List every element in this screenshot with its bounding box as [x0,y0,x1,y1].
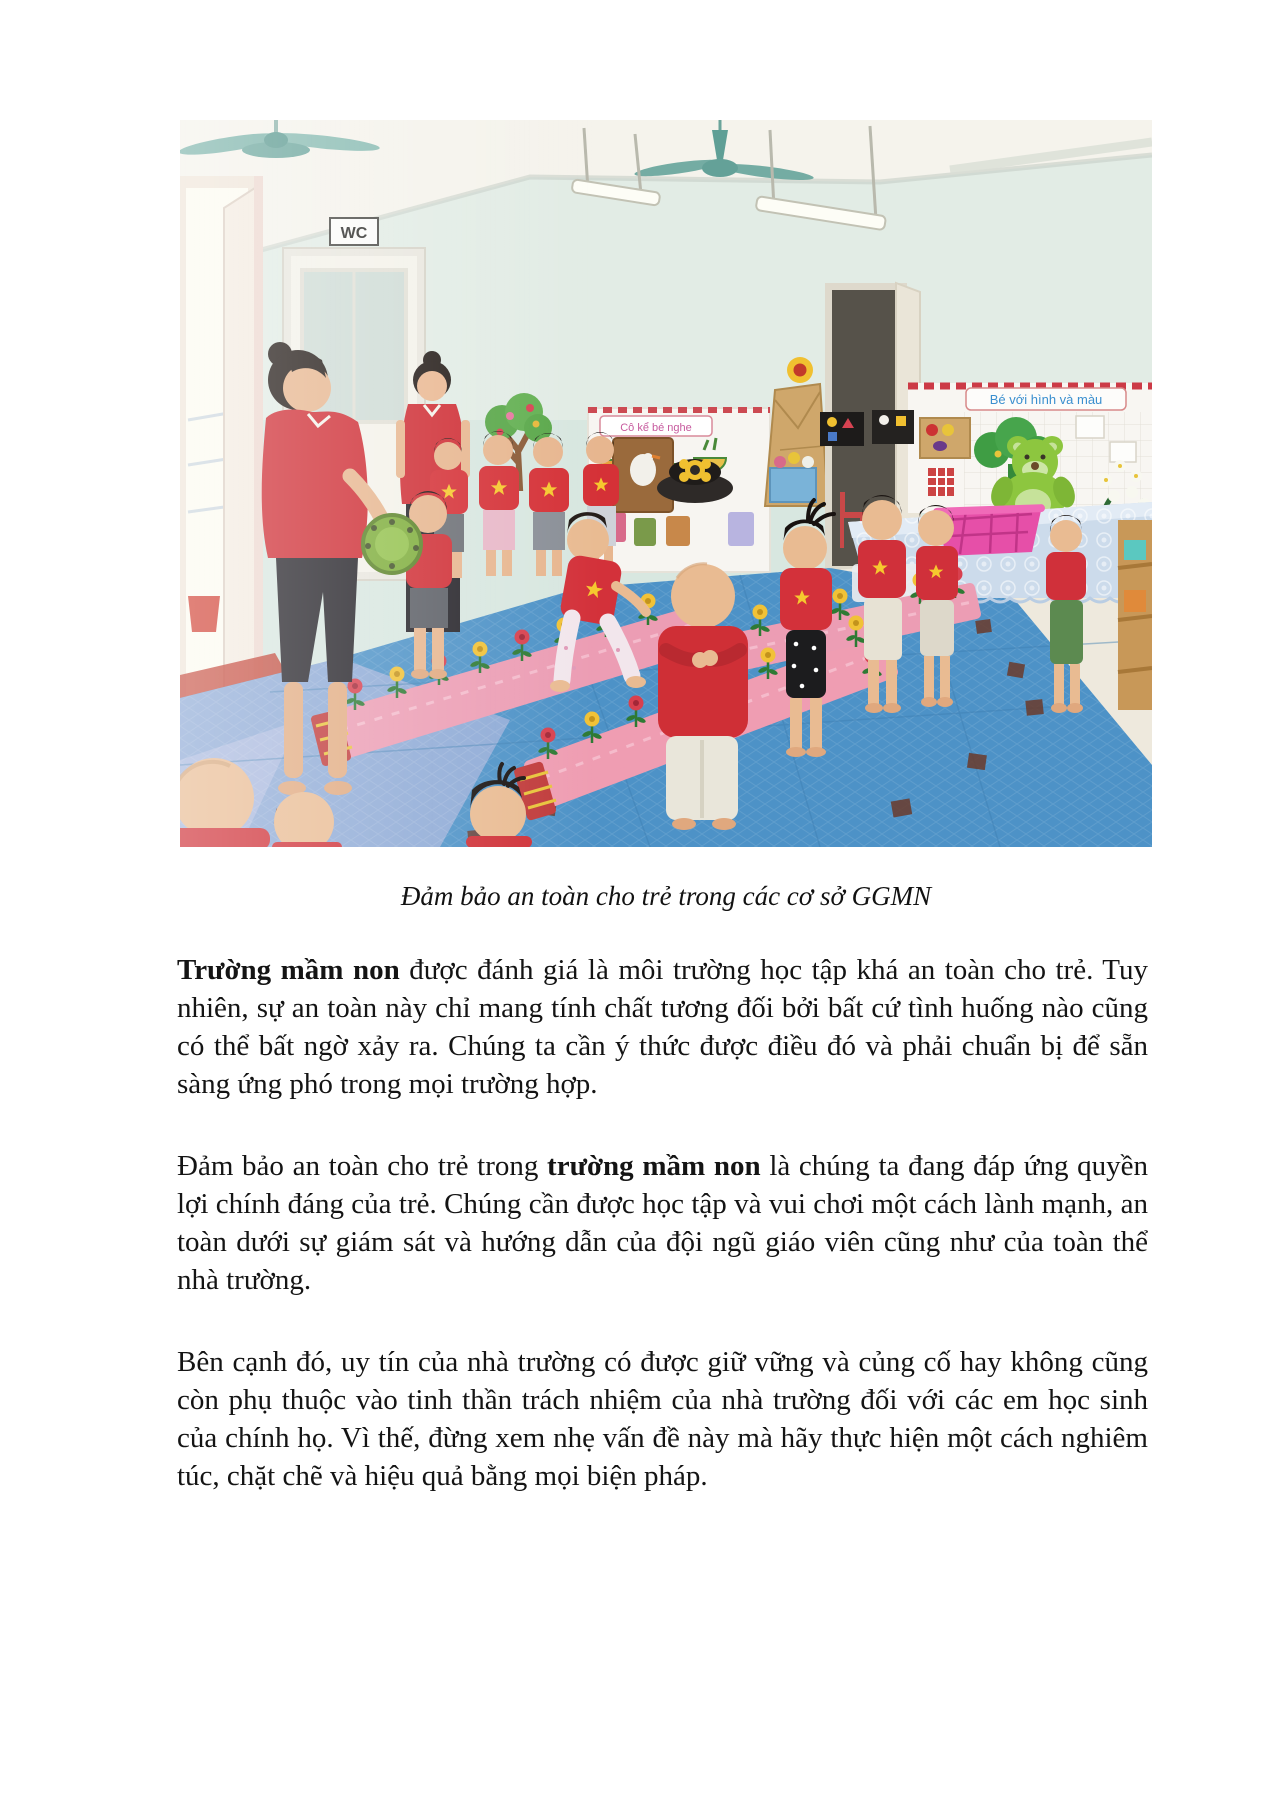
paper-box [1076,416,1104,438]
flower-box [770,452,816,502]
paragraph-1 [177,951,1148,1103]
fruit-board-icon [920,418,970,458]
checkered-pocket-icon [928,468,954,496]
paragraph-1-bold: Trường mầm non [177,954,400,986]
wooden-cabinet [613,438,673,512]
paragraph-3-text: Bên cạnh đó, uy tín của nhà trường có được giữ vững và củng cố hay không cũng còn phụ thuộc vào tinh thần trách nhiệm của nhà trường đối với các em học sinh của chính họ. Vì thế, đừng xem nhẹ vấn đề này mà hãy thực hiện một cách nghiêm túc, chặt chẽ và hiệu quả bằng mọi biện pháp. [177,1346,1148,1492]
paragraph-1-text: được đánh giá là môi trường học tập khá an toàn cho trẻ. Tuy nhiên, sự an toàn này chỉ mang tính chất tương đối bởi bất cứ tình huống nào cũng có thể bất ngờ xảy ra. Chúng ta cần ý thức được điều đó và phải chuẩn bị để sẵn sàng ứng phó trong mọi trường hợp. [177,954,1148,1100]
svg-text:Bé với hình và màu: Bé với hình và màu [989,392,1103,407]
classroom-photo [180,120,1152,847]
article-body [177,951,1148,1539]
light-wash-overlay [180,120,600,847]
paragraph-3 [177,1343,1148,1495]
wooden-shelf [1118,520,1152,710]
paragraph-2-text-a: Đảm bảo an toàn cho trẻ trong [177,1150,548,1182]
wall-banner-left [600,416,712,436]
photo-caption: Đảm bảo an toàn cho trẻ trong các cơ sở GGMN [400,881,932,911]
paragraph-2-text-b: là chúng ta đang đáp ứng quyền lợi chính đáng của trẻ. Chúng cần được học tập và vui chơi một cách lành mạnh, an toàn dưới sự giám sát và hướng dẫn của đội ngũ giáo viên cũng như của toàn thể nhà trường. [177,1150,1149,1296]
paper-box [1110,442,1136,462]
paragraph-2 [177,1147,1148,1299]
shape-board-icon [872,410,914,444]
sunflower-decal [787,357,813,383]
shape-board-icon [820,412,864,446]
paragraph-2-bold: trường mầm non [547,1150,761,1182]
svg-text:Cô kể bé nghe: Cô kể bé nghe [620,422,692,434]
article-figure [180,120,1152,847]
wall-banner-right [966,388,1126,410]
